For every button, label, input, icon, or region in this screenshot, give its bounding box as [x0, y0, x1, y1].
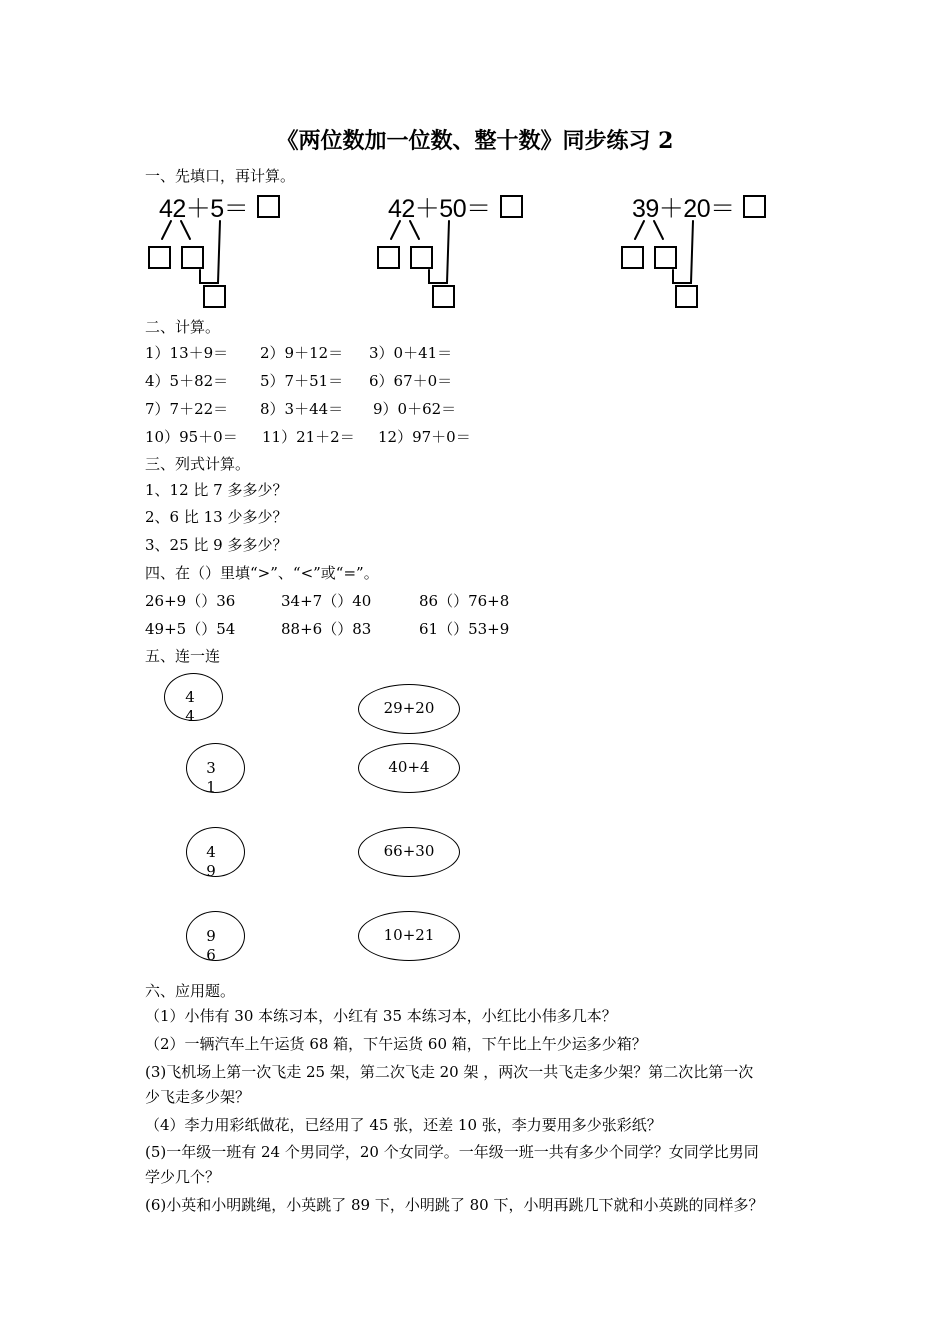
- oval-expression: 10+21: [383, 926, 435, 944]
- calc-item: 1）13＋9＝: [145, 344, 229, 362]
- oval-number: 4 9: [206, 843, 216, 880]
- word-calc-item: 3、25 比 9 多多少？: [145, 536, 288, 554]
- word-problem-line: 少飞走多少架？: [145, 1088, 251, 1106]
- oval-expression: 66+30: [383, 842, 435, 860]
- oval-expression: 29+20: [383, 699, 435, 717]
- page-title: 《两位数加一位数、整十数》同步练习 2: [276, 128, 674, 154]
- calc-item: 4）5＋82＝: [145, 372, 229, 390]
- calc-item: 6）67＋0＝: [369, 372, 453, 390]
- calc-item: 9）0＋62＝: [373, 400, 457, 418]
- word-calc-item: 2、6 比 13 少多少？: [145, 508, 288, 526]
- compare-item: 34+7（）40: [281, 592, 372, 610]
- calc-item: 12）97＋0＝: [378, 428, 471, 446]
- oval-number: 4 4: [185, 688, 195, 725]
- section1-heading: 一、先填口，再计算。: [145, 167, 296, 185]
- section6-heading: 六、应用题。: [145, 982, 236, 1000]
- word-problem-line: （4）李力用彩纸做花，已经用了 45 张，还差 10 张，李力要用多少张彩纸？: [145, 1116, 662, 1134]
- calc-item: 2）9＋12＝: [260, 344, 344, 362]
- word-problem-line: (5)一年级一班有 24 个男同学，20 个女同学。一年级一班一共有多少个同学？女同学比男同: [145, 1143, 759, 1161]
- oval-number: 3 1: [206, 759, 216, 796]
- problem-2-equation: 42＋50＝: [388, 195, 491, 223]
- compare-item: 86（）76+8: [419, 592, 510, 610]
- section2-heading: 二、计算。: [145, 318, 221, 336]
- word-problem-line: (6)小英和小明跳绳，小英跳了 89 下，小明跳了 80 下，小明再跳几下就和小英跳的同样多？: [145, 1196, 764, 1214]
- word-calc-item: 1、12 比 7 多多少？: [145, 481, 288, 499]
- word-problem-line: (3)飞机场上第一次飞走 25 架，第二次飞走 20 架 ，两次一共飞走多少架？第二次比第一次: [145, 1063, 754, 1081]
- section5-heading: 五、连一连: [145, 647, 221, 665]
- word-problem-line: （2）一辆汽车上午运货 68 箱，下午运货 60 箱，下午比上午少运多少箱？: [145, 1035, 647, 1053]
- word-problem-line: （1）小伟有 30 本练习本，小红有 35 本练习本，小红比小伟多几本？: [145, 1007, 617, 1025]
- compare-item: 49+5（）54: [145, 620, 236, 638]
- calc-item: 11）21＋2＝: [262, 428, 355, 446]
- oval-number: 9 6: [206, 927, 216, 964]
- calc-item: 8）3＋44＝: [260, 400, 344, 418]
- section4-heading: 四、在（）里填“>”、“<”或“=”。: [145, 564, 379, 582]
- problem-1-equation: 42＋5＝: [159, 195, 249, 223]
- calc-item: 3）0＋41＝: [369, 344, 453, 362]
- compare-item: 88+6（）83: [281, 620, 372, 638]
- section3-heading: 三、列式计算。: [145, 455, 251, 473]
- compare-item: 26+9（）36: [145, 592, 236, 610]
- word-problem-line: 学少几个？: [145, 1168, 221, 1186]
- calc-item: 7）7＋22＝: [145, 400, 229, 418]
- problem-3-equation: 39＋20＝: [632, 195, 735, 223]
- calc-item: 5）7＋51＝: [260, 372, 344, 390]
- oval-expression: 40+4: [388, 758, 430, 776]
- calc-item: 10）95＋0＝: [145, 428, 238, 446]
- compare-item: 61（）53+9: [419, 620, 510, 638]
